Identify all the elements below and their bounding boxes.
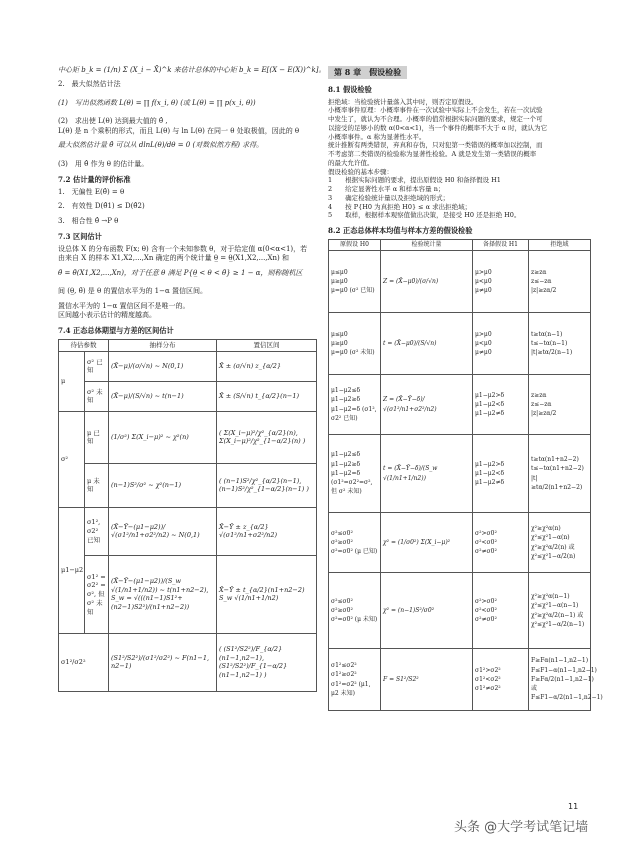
interval-note-1: 置信水平为的 1−α 置信区间不是唯一的。 (58, 301, 190, 310)
table-cell: μ (59, 351, 85, 411)
section-7-4-title: 7.4 正态总体期望与方差的区间估计 (58, 326, 174, 336)
log-likelihood-equation: 最大似然估计量 θ̂ 可以从 dlnL(θ)/dθ = 0 (对数似然方程) 求得。 (58, 141, 264, 150)
table-cell: ( (n−1)S²/χ²_{α/2}(n−1), (n−1)S²/χ²_{1−α/2}(n−1) ) (217, 463, 317, 507)
table-row (329, 435, 591, 513)
section-7-3-title: 7.3 区间估计 (58, 232, 102, 242)
table-header-cell: 置信区间 (217, 340, 317, 352)
table-cell: ( Σ(X_i−μ)²/χ²_{α/2}(n), Σ(X_i−μ)²/χ²_{1−α/2}(n) ) (217, 411, 317, 463)
hypothesis-text: 小概率事件原理：小概率事件在一次试验中实际上不会发生，若在一次试验 (328, 106, 543, 115)
watermark: 头条 @大学考试笔记墙 (454, 820, 589, 835)
table-cell: z≥zα z≤−zα |z|≥zα/2 (529, 375, 591, 435)
table-cell: μ 已知 (85, 411, 109, 463)
table-cell: μ≤μ0 μ≥μ0 μ=μ0 (σ² 已知) (329, 251, 381, 313)
table-row (59, 381, 317, 411)
table-cell: t≥tα(n1+n2−2) t≤−tα(n1+n2−2) |t|≥tα/2(n1+n2−2) (529, 435, 591, 513)
step-item: 4 按 P{H0 为真拒绝 H0} ≤ α 求出拒绝域； (328, 202, 472, 211)
hypothesis-text: 小概率事件。α 称为显著性水平。 (328, 132, 426, 141)
likelihood-step-2: (2) 求出使 L(θ) 达到最大值的 θ̂ , (58, 117, 168, 126)
table-header-cell: 备择假设 H1 (473, 239, 529, 250)
table-cell: σ²≤σ0² σ²≥σ0² σ²=σ0² (μ 未知) (329, 573, 381, 649)
table-cell: σ²>σ0² σ²<σ0² σ²≠σ0² (473, 513, 529, 573)
table-cell: (X̄−Ȳ−(μ1−μ2))/(S_w √(1/n1+1/n2)) ~ t(n1+n2−2), S_w = √(((n1−1)S1²+(n2−1)S2²)/(n1+n2−2)) (109, 555, 217, 633)
table-cell: σ² (59, 411, 85, 507)
table-row (329, 251, 591, 313)
table-row (59, 507, 317, 555)
table-cell: χ²≥χ²α(n) χ²≤χ²1−α(n) χ²≥χ²α/2(n) 或 χ²≤χ²1−α/2(n) (529, 513, 591, 573)
table-cell: σ1² = σ2² = σ², 但 σ² 未知 (85, 555, 109, 633)
step-item: 2 给定显著性水平 α 和样本容量 n； (328, 185, 445, 194)
table-cell: μ≤μ0 μ≥μ0 μ=μ0 (σ² 未知) (329, 313, 381, 375)
table-row (329, 649, 591, 711)
hypothesis-test-table (328, 239, 603, 711)
table-header-cell: 待估参数 (59, 340, 109, 352)
table-cell: σ1²≤σ2² σ1²≥σ2² σ1²=σ2² (μ1, μ2 未知) (329, 649, 381, 711)
hypothesis-text: 统计推断有两类错误，弃真和存伪，只对犯第一类错误的概率加以控制，而 (328, 141, 543, 150)
step-item: 5 取样，根据样本观察值做出决策，是接受 H0 还是拒绝 H0。 (328, 211, 521, 220)
table-row (59, 351, 317, 381)
table-cell: X̄ ± (σ/√n) z_{α/2} (217, 351, 317, 381)
table-header-row (59, 340, 317, 352)
table-cell: Z = (X̄−μ0)/(σ/√n) (381, 251, 473, 313)
step-item: 1 根据实际问题的要求，提出原假设 H0 和备择假设 H1 (328, 176, 501, 185)
right-column (328, 66, 603, 711)
table-cell: z≥zα z≤−zα |z|≥zα/2 (529, 251, 591, 313)
table-row (59, 633, 317, 691)
central-moment-line: 中心矩 b_k = (1/n) Σ (X_i − X̄)^k 来估计总体的中心矩 b_k = E[(X − E(X))^k]。 (58, 66, 326, 74)
table-cell: (X̄−Ȳ−(μ1−μ2))/√(σ1²/n1+σ2²/n2) ~ N(0,1) (109, 507, 217, 555)
table-cell: σ1², σ2² 已知 (85, 507, 109, 555)
hypothesis-text: 的最大允许值。 (328, 158, 374, 167)
table-row (59, 411, 317, 463)
interval-def-2: 由来自 X 的样本 X1,X2,...,Xn 确定的两个统计量 θ̲ = θ̲(X1,X2,...,Xn) 和 (58, 254, 289, 263)
table-cell: μ1−μ2 (59, 507, 85, 633)
table-cell: (1/σ²) Σ(X_i−μ)² ~ χ²(n) (109, 411, 217, 463)
interval-note-2: 区间越小表示估计的精度越高。 (58, 311, 156, 319)
table-cell: μ>μ0 μ<μ0 μ≠μ0 (473, 251, 529, 313)
criterion-efficiency: 2. 有效性 D(θ̂1) ≤ D(θ̂2) (58, 202, 145, 211)
table-cell: t = (X̄−μ0)/(S/√n) (381, 313, 473, 375)
chapter-title: 第 8 章 假设检验 (328, 66, 407, 79)
table-header-cell: 抽样分布 (109, 340, 217, 352)
table-cell: t≥tα(n−1) t≤−tα(n−1) |t|≥tα/2(n−1) (529, 313, 591, 375)
hypothesis-text: 中发生了，就认为不合理。小概率的值常根据实际问题的要求，规定一个可 (328, 115, 543, 124)
table-cell: μ1−μ2>δ μ1−μ2<δ μ1−μ2≠δ (473, 435, 529, 513)
table-cell: σ² 未知 (85, 381, 109, 411)
interval-def-1: 设总体 X 的分布函数 F(x; θ) 含有一个未知参数 θ，对于给定值 α(0<α<1)，若 (58, 244, 308, 253)
table-cell: F≥Fα(n1−1,n2−1) F≤F1−α(n1−1,n2−1) F≥Fα/2(n1−1,n2−1) 或 F≤F1−α/2(n1−1,n2−1) (529, 649, 591, 711)
table-header-cell: 原假设 H0 (329, 239, 381, 250)
page-number: 11 (568, 802, 579, 811)
table-cell: F = S1²/S2² (381, 649, 473, 711)
table-cell: ( (S1²/S2²)/F_{α/2}(n1−1,n2−1), (S1²/S2²)/F_{1−α/2}(n1−1,n2−1) ) (217, 633, 317, 691)
table-row (59, 463, 317, 507)
table-cell: σ² 已知 (85, 351, 109, 381)
criterion-unbiased: 1. 无偏性 E(θ̂) = θ (58, 187, 125, 196)
step-item: 3 确定检验统计量以及拒绝域的形式； (328, 193, 450, 202)
table-cell: (S1²/S2²)/(σ1²/σ2²) ~ F(n1−1, n2−1) (109, 633, 217, 691)
table-cell: σ²>σ0² σ²<σ0² σ²≠σ0² (473, 573, 529, 649)
interval-def-4: 间 (θ̲, θ̄) 是 θ 的置信水平为的 1−α 置信区间。 (58, 287, 207, 296)
hypothesis-text: 以接受的足够小的数 α(0<α<1)，当一个事件的概率不大于 α 时，就认为它 (328, 123, 548, 132)
table-cell: t = (X̄−Ȳ−δ)/(S_w √(1/n1+1/n2)) (381, 435, 473, 513)
section-8-1-title: 8.1 假设检验 (328, 84, 372, 94)
table-cell: Z = (X̄−Ȳ−δ)/√(σ1²/n1+σ2²/n2) (381, 375, 473, 435)
likelihood-step-3: (3) 用 θ̂ 作为 θ 的估计量。 (58, 159, 149, 168)
table-header-cell: 检验统计量 (381, 239, 473, 250)
table-cell: μ 未知 (85, 463, 109, 507)
left-column (58, 66, 326, 692)
mle-heading: 2. 最大似然估计法 (58, 80, 121, 89)
table-row (329, 375, 591, 435)
table-cell: (n−1)S²/σ² ~ χ²(n−1) (109, 463, 217, 507)
section-7-2-title: 7.2 估计量的评价标准 (58, 175, 131, 185)
table-cell: χ² = (1/σ0²) Σ(X_i−μ)² (381, 513, 473, 573)
table-row (329, 313, 591, 375)
hypothesis-text: 不考虑第二类错误的检验称为显著性检验。A 就是发生第一类错误的概率 (328, 150, 537, 159)
table-cell: X̄−Ȳ ± z_{α/2} √(σ1²/n1+σ2²/n2) (217, 507, 317, 555)
table-cell: χ² = (n−1)S²/σ0² (381, 573, 473, 649)
table-cell: σ1²>σ2² σ1²<σ2² σ1²≠σ2² (473, 649, 529, 711)
table-header-row (329, 239, 591, 250)
hypothesis-text: 假设检验的基本步骤： (328, 167, 393, 176)
criterion-consistency: 3. 相合性 θ̂ →P θ (58, 216, 119, 225)
table-cell: μ>μ0 μ<μ0 μ≠μ0 (473, 313, 529, 375)
table-cell: X̄ ± (S/√n) t_{α/2}(n−1) (217, 381, 317, 411)
table-row (329, 513, 591, 573)
table-cell: χ²≥χ²α(n−1) χ²≤χ²1−α(n−1) χ²≥χ²α/2(n−1) 或 χ²≤χ²1−α/2(n−1) (529, 573, 591, 649)
table-cell: X̄−Ȳ ± t_{α/2}(n1+n2−2) S_w √(1/n1+1/n2) (217, 555, 317, 633)
table-cell: (X̄−μ)/(σ/√n) ~ N(0,1) (109, 351, 217, 381)
likelihood-step-2-detail: L(θ) 是 n 个乘积的形式，而且 L(θ) 与 ln L(θ) 在同一 θ 处取极值，因此的 θ (58, 126, 300, 135)
table-cell: μ1−μ2>δ μ1−μ2<δ μ1−μ2≠δ (473, 375, 529, 435)
table-cell: μ1−μ2≤δ μ1−μ2≥δ μ1−μ2=δ (σ1²=σ2²=σ², 但 σ² 未知) (329, 435, 381, 513)
table-cell: σ1²/σ2² (59, 633, 109, 691)
table-row (329, 573, 591, 649)
table-row (59, 555, 317, 633)
interval-estimation-table (58, 339, 317, 692)
table-cell: μ1−μ2≤δ μ1−μ2≥δ μ1−μ2=δ (σ1², σ2² 已知) (329, 375, 381, 435)
interval-def-3: θ̄ = θ̄(X1,X2,...,Xn)，对于任意 θ 满足 P{θ̲ < θ < θ̄} ≥ 1 − α，则称随机区 (58, 268, 303, 277)
table-header-cell: 拒绝域 (529, 239, 591, 250)
likelihood-step-1: (1) 写出似然函数 L(θ) = ∏ f(x_i, θ) (或 L(θ) = ∏ p(x_i, θ)) (58, 98, 256, 107)
hypothesis-text: 拒绝域：当检验统计量落入其中时，则否定原假设。 (328, 97, 478, 106)
table-cell: (X̄−μ)/(S/√n) ~ t(n−1) (109, 381, 217, 411)
table-cell: σ²≤σ0² σ²≥σ0² σ²=σ0² (μ 已知) (329, 513, 381, 573)
section-8-2-title: 8.2 正态总体样本均值与样本方差的假设检验 (328, 226, 473, 236)
